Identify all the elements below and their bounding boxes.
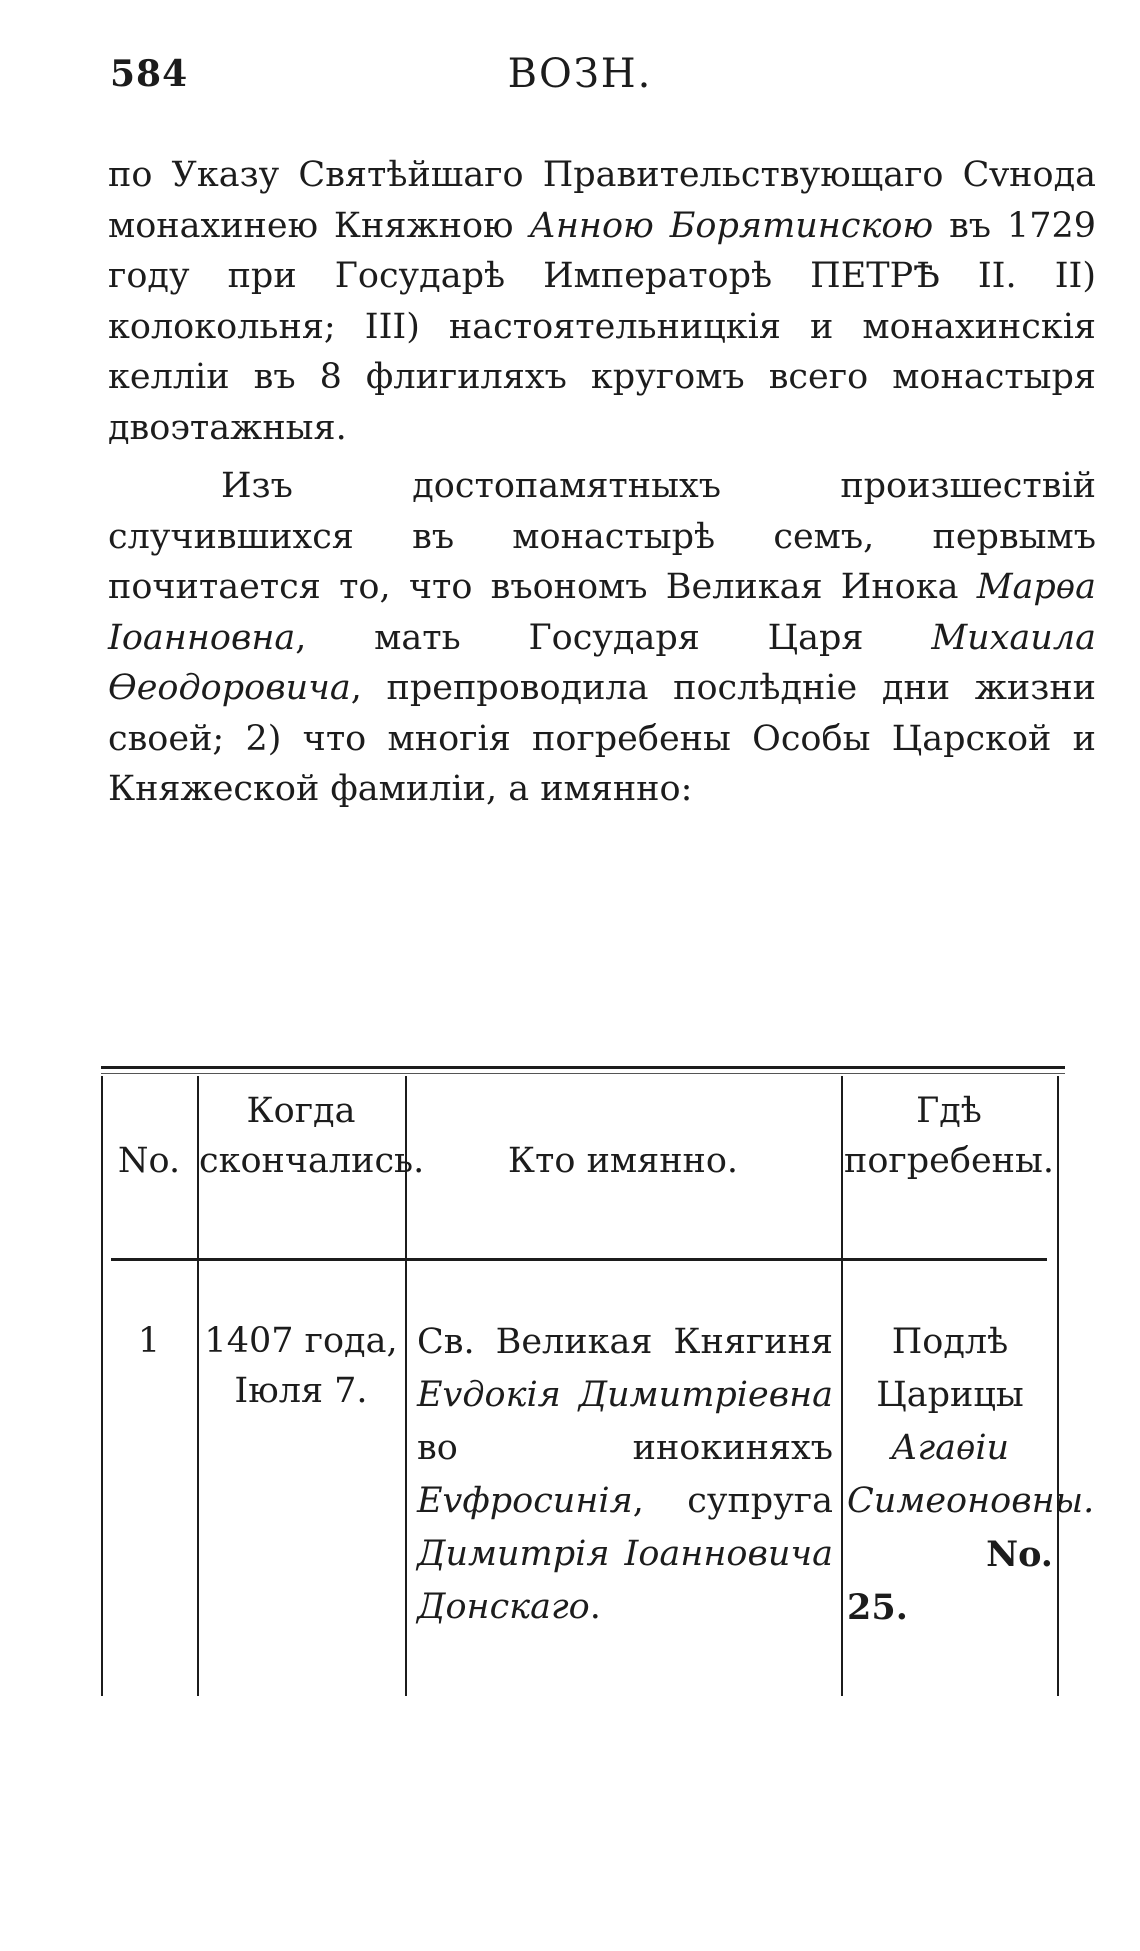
p1-name: Анною Борятинскою [529, 205, 934, 246]
column-header-who: Кто имянно. [507, 1141, 739, 1181]
table-top-rule-thin [101, 1073, 1065, 1074]
table-top-rule [101, 1066, 1065, 1069]
paragraph-1 [108, 150, 1096, 453]
page-number: 584 [110, 53, 189, 95]
row-1-who-a: Св. Великая Княгиня [417, 1322, 833, 1362]
p2-text-a: Изъ достопамятныхъ произшествiй случившихся въ монастырѣ семъ, первымъ почитается то, что въономъ Великая Инока [108, 466, 1096, 607]
row-1-where [847, 1316, 1095, 1634]
burials-table [93, 1058, 1095, 1698]
row-1-who-name-2: Evфросинiя [417, 1481, 633, 1521]
table-header-rule [111, 1258, 1047, 1261]
row-1-who-name-1: Evдокiя Димитрiевна [417, 1375, 833, 1415]
row-1-where-name: Агаѳiи Симеоновны. [847, 1428, 1095, 1521]
column-header-no: No. [117, 1141, 181, 1181]
row-1-who-d: . [589, 1587, 601, 1627]
row-1-no: 1 [137, 1321, 161, 1361]
p2-text-b: , мать Государя Царя [295, 617, 932, 658]
running-head: ВОЗН. [507, 51, 653, 97]
row-1-who-b: во инокиняхъ [417, 1428, 833, 1468]
row-1-when: 1407 года, Iюля 7. [204, 1321, 398, 1411]
row-1-who-name-3: Димитрiя Iоанновича Донскаго [417, 1534, 833, 1627]
row-1-where-ref-num: 25. [847, 1587, 908, 1628]
page-header [110, 45, 1050, 105]
body-text [108, 150, 1096, 815]
row-1-who [417, 1316, 833, 1634]
p1-text-b: въ 1729 году при Государѣ Императорѣ ПЕТРѢ II. II) колокольня; III) настоятельницкiя и монахинскiя келлiи въ 8 флигиляхъ кругомъ всего монастыря двоэтажныя. [108, 205, 1097, 448]
p1-text-a: по Указу Святѣйшаго Правительствующаго Сvнода монахинею Княжною [108, 155, 1096, 246]
paragraph-2 [108, 461, 1096, 815]
row-1-where-ref-label: No. [986, 1534, 1053, 1575]
row-1-where-a: Подлѣ Царицы [876, 1322, 1024, 1415]
column-header-when: Когда скончались. [199, 1091, 425, 1181]
row-1-who-c: , супруга [632, 1481, 833, 1521]
p2-name-2: Михаила Ѳеодоровича [108, 617, 1096, 708]
p2-text-c: , препроводила послѣднiе дни жизни своей; 2) что многiя погребены Особы Царской и Княжеской фамилiи, а имянно: [108, 668, 1096, 809]
column-header-where: Гдѣ погребены. [844, 1091, 1054, 1181]
p2-name-1: Марѳа Iоанновна [108, 567, 1096, 658]
table-border-right [1057, 1076, 1059, 1696]
